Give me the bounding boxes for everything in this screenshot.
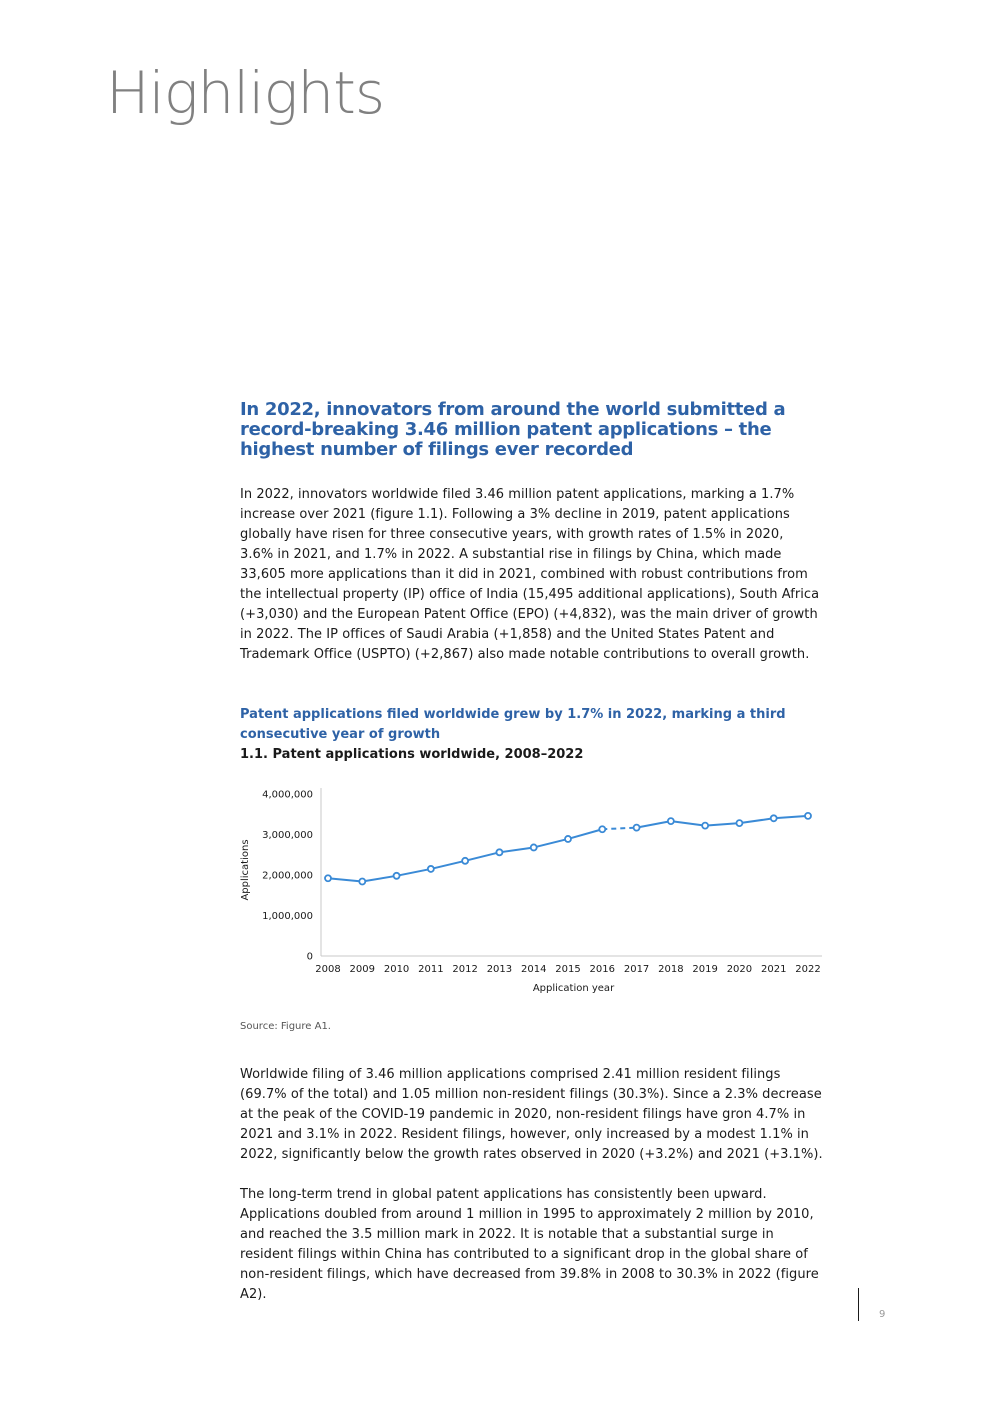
- data-point-marker: [771, 815, 777, 821]
- data-point-marker: [428, 866, 434, 872]
- x-tick-label: 2019: [692, 964, 718, 975]
- x-tick-label: 2016: [589, 964, 616, 975]
- series-line-segment: [671, 821, 705, 825]
- x-tick-label: 2008: [315, 964, 341, 975]
- data-point-marker: [805, 813, 811, 819]
- x-tick-label: 2022: [795, 964, 821, 975]
- series-line-segment: [534, 839, 568, 848]
- x-tick-label: 2018: [658, 964, 684, 975]
- data-point-marker: [736, 820, 742, 826]
- series-line-segment: [499, 847, 533, 852]
- series-line-segment: [397, 869, 431, 876]
- figure-source: Source: Figure A1.: [240, 1021, 331, 1032]
- data-point-marker: [496, 849, 502, 855]
- x-tick-label: 2010: [383, 964, 410, 975]
- x-axis-title: Application year: [532, 983, 615, 994]
- x-tick-label: 2013: [486, 964, 513, 975]
- series-line-segment: [465, 852, 499, 861]
- body-paragraph-3: The long-term trend in global patent applications has consistently been upward. Applications doubled from around 1 million in 1995 to approximately 2 million by 2010, and reached the 3.5 million mark in 2022. It is notable that a substantial surge in resident filings within China has contributed to a significant drop in the global share of non-resident filings, which have decreased from 39.8% in 2008 to 30.3% in 2022 (figure A2).: [240, 1187, 819, 1302]
- data-point-marker: [565, 836, 571, 842]
- x-tick-label: 2021: [760, 964, 787, 975]
- series-line-segment: [637, 821, 671, 827]
- y-tick-label: 1,000,000: [262, 911, 313, 922]
- x-tick-label: 2020: [726, 964, 753, 975]
- page-number: 9: [879, 1309, 886, 1320]
- x-tick-label: 2014: [520, 964, 547, 975]
- data-point-marker: [462, 858, 468, 864]
- body-paragraph-2: Worldwide filing of 3.46 million applications comprised 2.41 million resident filings (69.7% of the total) and 1.05 million non-resident filings (30.3%). Since a 2.3% decrease at the peak of the COVID-19 pandemic in 2020, non-resident filings have gron 4.7% in 2021 and 3.1% in 2022. Resident filings, however, only increased by a modest 1.1% in 2022, significantly below the growth rates observed in 2020 (+3.2%) and 2021 (+3.1%).: [240, 1067, 823, 1162]
- y-tick-label: 2,000,000: [262, 870, 313, 882]
- y-axis-title: Applications: [240, 839, 251, 901]
- series-line-segment: [602, 828, 636, 830]
- body-paragraph-1: In 2022, innovators worldwide filed 3.46 million patent applications, marking a 1.7% increase over 2021 (figure 1.1). Following a 3% decline in 2019, patent applications globally have risen for three consecutive years, with growth rates of 1.5% in 2020, 3.6% in 2021, and 1.7% in 2022. A substantial rise in filings by China, which made 33,605 more applications than it did in 2021, combined with robust contributions from the intellectual property (IP) office of India (15,495 additional applications), South Africa (+3,030) and the European Patent Office (EPO) (+4,832), was the main driver of growth in 2022. The IP offices of Saudi Arabia (+1,858) and the United States Patent and Trademark Office (USPTO) (+2,867) also made notable contributions to overall growth.: [240, 487, 820, 662]
- figure-heading: Patent applications filed worldwide grew by 1.7% in 2022, marking a third consecutive year of growth: [240, 707, 786, 742]
- data-point-marker: [599, 826, 605, 832]
- data-point-marker: [668, 818, 674, 824]
- figure-caption: 1.1. Patent applications worldwide, 2008–2022: [240, 747, 584, 762]
- data-point-marker: [702, 823, 708, 829]
- y-tick-label: 3,000,000: [262, 830, 313, 841]
- page-title: Highlights: [106, 59, 385, 127]
- y-tick-label: 0: [306, 951, 313, 963]
- series-line-segment: [362, 876, 396, 882]
- x-tick-label: 2009: [349, 964, 376, 975]
- series-line-segment: [328, 878, 362, 881]
- series-line-segment: [774, 816, 808, 818]
- series-line-segment: [568, 829, 602, 839]
- series-line-segment: [431, 861, 465, 869]
- data-point-marker: [325, 875, 331, 881]
- x-tick-label: 2011: [418, 964, 444, 975]
- data-point-marker: [394, 873, 400, 879]
- x-tick-label: 2017: [623, 964, 650, 975]
- data-point-marker: [531, 844, 537, 850]
- line-chart: [232, 780, 832, 1000]
- chart-canvas: [232, 780, 832, 1000]
- series-line-segment: [705, 823, 739, 825]
- lead-section: [240, 400, 820, 460]
- y-tick-label: 4,000,000: [262, 789, 313, 801]
- x-tick-label: 2012: [452, 964, 478, 975]
- x-tick-label: 2015: [555, 964, 581, 975]
- data-point-marker: [634, 825, 640, 831]
- data-point-marker: [359, 878, 365, 884]
- page-number-rule: [858, 1288, 859, 1321]
- lead-heading: In 2022, innovators from around the world submitted a record-breaking 3.46 million patent applications – the highest number of filings ever recorded: [240, 399, 786, 460]
- series-line-segment: [739, 818, 773, 823]
